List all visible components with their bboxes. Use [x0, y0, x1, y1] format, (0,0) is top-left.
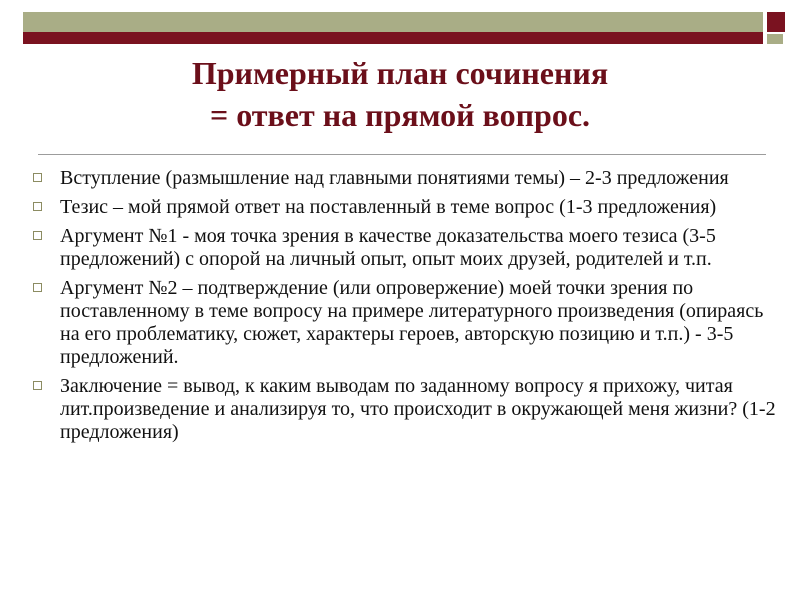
bullet-text: Тезис – мой прямой ответ на поставленный в теме вопрос (1-3 предложения): [60, 196, 717, 218]
hollow-square-icon: [33, 231, 42, 240]
title-divider: [38, 154, 766, 155]
header-bar-red: [23, 32, 763, 44]
slide-title-line-2: = ответ на прямой вопрос.: [209, 97, 591, 133]
bullet-text: Вступление (размышление над главными понятиями темы) – 2-3 предложения: [60, 167, 729, 189]
bullet-text: Заключение = вывод, к каким выводам по заданному вопросу я прихожу, читая лит.произведение и анализируя то, что происходит в окружающей меня жизни? (1-2 предложения): [60, 375, 776, 443]
bullet-item-introduction: [32, 167, 777, 190]
slide-title: [40, 52, 760, 136]
bullet-item-argument-1: [32, 225, 777, 271]
bullet-item-thesis: [32, 196, 777, 219]
hollow-square-icon: [33, 202, 42, 211]
corner-square-olive: [767, 34, 783, 44]
bullet-list: [32, 167, 777, 450]
corner-square-red: [767, 12, 785, 32]
header-bar-olive: [23, 12, 763, 32]
slide-title-line-1: Примерный план сочинения: [191, 55, 609, 91]
bullet-text: Аргумент №1 - моя точка зрения в качестве доказательства моего тезиса (3-5 предложений) с опорой на личный опыт, опыт моих друзей, родителей и т.п.: [60, 225, 716, 270]
bullet-item-argument-2: [32, 277, 777, 369]
hollow-square-icon: [33, 173, 42, 182]
bullet-item-conclusion: [32, 375, 777, 444]
hollow-square-icon: [33, 283, 42, 292]
bullet-text: Аргумент №2 – подтверждение (или опровержение) моей точки зрения по поставленному в теме вопросу на примере литературного произведения (опираясь на его проблематику, сюжет, характеры героев, авторскую позицию и т.п.) - 3-5 предложений.: [60, 277, 764, 368]
hollow-square-icon: [33, 381, 42, 390]
